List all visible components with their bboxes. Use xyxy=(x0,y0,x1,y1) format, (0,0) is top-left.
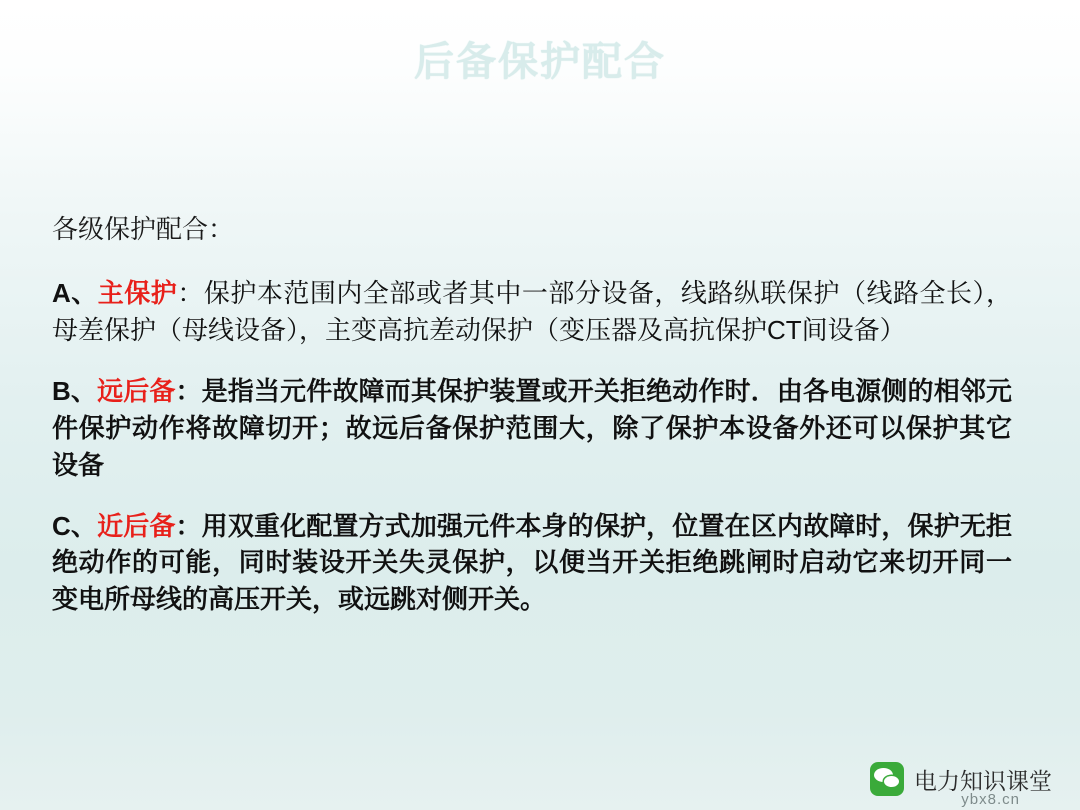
paragraph-b-keyword: 远后备 xyxy=(97,375,176,406)
paragraph-c-marker: C、 xyxy=(52,510,98,541)
paragraph-a-keyword: 主保护 xyxy=(97,278,178,308)
paragraph-a-marker: A、 xyxy=(52,278,98,308)
paragraph-b xyxy=(52,373,1012,484)
page-title: 后备保护配合 xyxy=(414,40,666,84)
paragraph-c xyxy=(52,508,1012,619)
paragraph-b-colon: ： xyxy=(175,375,202,406)
paragraph-a-text: 保护本范围内全部或者其中一部分设备，线路纵联保护（线路全长），母差保护（母线设备），主变高抗差动保护（变压器及高抗保护CT间设备） xyxy=(52,278,1012,345)
paragraph-b-text: 是指当元件故障而其保护装置或开关拒绝动作时．由各电源侧的相邻元件保护动作将故障切开；故远后备保护范围大，除了保护本设备外还可以保护其它设备 xyxy=(52,375,1012,480)
paragraph-c-colon: ： xyxy=(175,510,202,541)
paragraph-c-keyword: 近后备 xyxy=(97,510,176,541)
paragraph-c-text: 用双重化配置方式加强元件本身的保护，位置在区内故障时，保护无拒绝动作的可能，同时装设开关失灵保护，以便当开关拒绝跳闸时启动它来切开同一变电所母线的高压开关，或远跳对侧开关。 xyxy=(52,510,1012,615)
paragraph-a xyxy=(52,275,1012,349)
site-watermark: ybx8.cn xyxy=(961,791,1020,808)
paragraph-a-colon: ： xyxy=(177,278,204,308)
slide-body xyxy=(52,210,1012,642)
footer-account-name: 电力知识课堂 xyxy=(914,768,1052,794)
paragraph-b-marker: B、 xyxy=(52,375,98,406)
lead-line: 各级保护配合： xyxy=(52,214,235,244)
wechat-icon xyxy=(870,762,904,796)
